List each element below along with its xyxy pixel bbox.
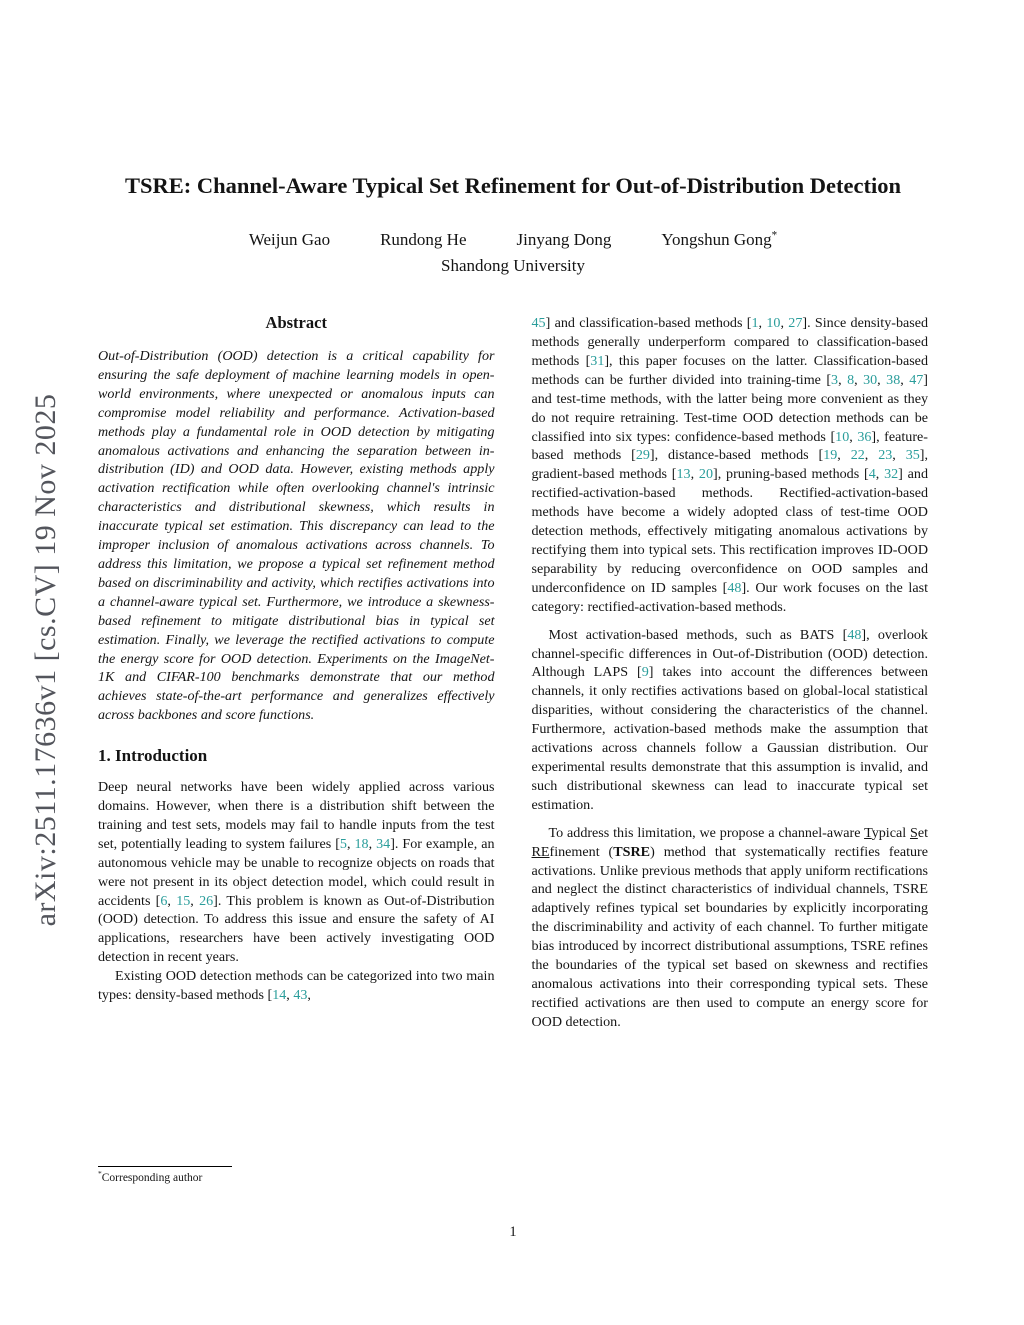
footnote-mark: * bbox=[98, 1169, 102, 1179]
paragraph: Deep neural networks have been widely applied across various domains. However, when there is a distribution shift between the training and test sets, models may fail to handle inputs from the test set, potentially leading to system failures [5, 18, 34]. For example, an autonomous vehicle may be unable to recognize objects on roads that were not present in its object detection model, which could result in accidents [6, 15, 26]. This problem is known as Out-of-Distribution (OOD) detection. To address this issue and ensure the safety of AI applications, researchers have been actively investigating OOD detection in recent years. bbox=[98, 779, 495, 966]
citation-link[interactable]: 10 bbox=[766, 315, 781, 332]
citation-link[interactable]: 5 bbox=[339, 835, 347, 852]
right-column bbox=[532, 314, 929, 1032]
author-name: Rundong He bbox=[380, 230, 467, 250]
citation-link[interactable]: 35 bbox=[905, 447, 920, 464]
citation-link[interactable]: 48 bbox=[727, 579, 742, 596]
citation-link[interactable]: 26 bbox=[199, 892, 214, 909]
citation-link[interactable]: 27 bbox=[788, 315, 803, 332]
citation-link[interactable]: 30 bbox=[863, 371, 878, 388]
paragraph: 45] and classification-based methods [1, 10, 27]. Since density-based methods generally underperform compared to classification-based methods [31], this paper focuses on the latter. Classification-based methods can be further divided into training-time [3, 8, 30, 38, 47] and test-time methods, with the latter being more convenient as they do not require retraining. Test-time OOD detection methods can be classified into six types: confidence-based methods [10, 36], feature-based methods [29], distance-based methods [19, 22, 23, 35], gradient-based methods [13, 20], pruning-based methods [4, 32] and rectified-activation-based methods. Rectified-activation-based methods have become a widely adopted class of test-time OOD detection methods, effectively mitigating anomalous activations by rectifying them into typical sets. This rectification improves ID-OOD separability by reducing overconfidence on OOD samples and underconfidence on ID samples [48]. Our work focuses on the last category: rectified-activation-based methods. bbox=[531, 315, 929, 615]
author-name: Weijun Gao bbox=[248, 230, 331, 250]
footnote-text: Corresponding author bbox=[101, 1172, 203, 1184]
citation-link[interactable]: 38 bbox=[886, 371, 901, 388]
citation-link[interactable]: 23 bbox=[878, 447, 893, 464]
citation-link[interactable]: 34 bbox=[376, 835, 391, 852]
arxiv-stamp: arXiv:2511.17636v1 [cs.CV] 19 Nov 2025 bbox=[29, 393, 62, 927]
affiliation: Shandong University bbox=[440, 256, 586, 276]
citation-link[interactable]: 22 bbox=[850, 447, 865, 464]
citation-link[interactable]: 45 bbox=[531, 315, 546, 332]
citation-link[interactable]: 48 bbox=[847, 626, 862, 643]
left-column bbox=[98, 314, 495, 1005]
citation-link[interactable]: 15 bbox=[176, 892, 191, 909]
footnote-area bbox=[98, 1166, 494, 1184]
citation-link[interactable]: 10 bbox=[835, 428, 850, 445]
citation-link[interactable]: 29 bbox=[635, 447, 650, 464]
citation-link[interactable]: 19 bbox=[823, 447, 838, 464]
citation-link[interactable]: 32 bbox=[884, 466, 899, 483]
citation-link[interactable]: 14 bbox=[272, 987, 287, 1004]
citation-link[interactable]: 3 bbox=[831, 371, 839, 388]
right-column-paragraphs bbox=[532, 314, 929, 1032]
citation-link[interactable]: 6 bbox=[160, 892, 168, 909]
citation-link[interactable]: 20 bbox=[698, 466, 714, 483]
citation-link[interactable]: 36 bbox=[857, 428, 872, 445]
paragraph: Most activation-based methods, such as BATS [48], overlook channel-specific differences in Out-of-Distribution (OOD) detection. Although LAPS [9] takes into account the differences between channels, it only rectifies activations based on global-local statistical disparities, without considering the characteristics of the channel. Furthermore, activation-based methods make the assumption that activations across channels follow a Gaussian distribution. Our experimental results demonstrate that this assumption is invalid, and such distributional skewness can lead to inaccurate typical set estimation. bbox=[531, 626, 928, 813]
author-name: Jinyang Dong bbox=[516, 230, 612, 250]
paragraph: Existing OOD detection methods can be categorized into two main types: density-based methods [14, 43, bbox=[98, 968, 495, 1004]
citation-link[interactable]: 31 bbox=[590, 352, 605, 369]
introduction-paragraphs bbox=[98, 778, 495, 1005]
citation-link[interactable]: 47 bbox=[909, 371, 924, 388]
citation-link[interactable]: 4 bbox=[868, 466, 876, 483]
footnote-divider bbox=[98, 1166, 232, 1167]
paragraph: To address this limitation, we propose a channel-aware Typical Set REfinement (TSRE) method that systematically rectifies feature activations. Unlike previous methods that apply uniform rectifications and neglect the distinct characteristics of individual channels, TSRE adaptively refines typical set boundaries by explicitly incorporating the discriminability and activity of each channel. To further mitigate bias introduced by incorrect distributional assumptions, TSRE refines the boundaries of the typical set based on skewness and rectifies anomalous activations into their corresponding typical sets. These rectified activations are then used to compute an energy score for OOD detection. bbox=[531, 824, 928, 1030]
corresponding-author-mark: * bbox=[771, 229, 778, 242]
paper-title: TSRE: Channel-Aware Typical Set Refinement for Out-of-Distribution Detection bbox=[125, 173, 901, 198]
abstract-text: Out-of-Distribution (OOD) detection is a critical capability for ensuring the safe deployment of machine learning models in open-world environments, where unexpected or anomalous inputs can compromise model reliability and performance. Activation-based methods play a fundamental role in OOD detection by mitigating anomalous activations and enhancing the separation between in-distribution (ID) and OOD data. However, existing methods apply activation rectification while often overlooking channel's intrinsic characteristics and distributional skewness, which results in inaccurate typical set estimation. This discrepancy can lead to the improper inclusion of anomalous activations across channels. To address this limitation, we propose a typical set refinement method based on discriminability and activity, which rectifies activations into a channel-aware typical set. Furthermore, we introduce a skewness-based refinement to mitigate distributional bias in typical set estimation. Finally, we leverage the rectified activations to compute the energy score for OOD detection. Experiments on the ImageNet-1K and CIFAR-100 benchmarks demonstrate that our method achieves state-of-the-art performance and generalizes effectively across backbones and score functions. bbox=[98, 348, 495, 724]
citation-link[interactable]: 8 bbox=[847, 371, 855, 388]
section-heading-introduction: 1. Introduction bbox=[98, 746, 208, 766]
citation-link[interactable]: 43 bbox=[293, 987, 308, 1004]
page-number: 1 bbox=[509, 1224, 517, 1240]
footnote-corresponding-author bbox=[98, 1169, 494, 1184]
author-name: Yongshun Gong* bbox=[661, 229, 778, 250]
citation-link[interactable]: 9 bbox=[641, 664, 649, 681]
two-column-body bbox=[98, 314, 928, 1032]
paper-content bbox=[98, 0, 928, 1325]
citation-link[interactable]: 18 bbox=[354, 835, 369, 852]
citation-link[interactable]: 13 bbox=[676, 466, 691, 483]
authors-row bbox=[98, 230, 928, 250]
citation-link[interactable]: 1 bbox=[751, 315, 759, 332]
abstract-heading: Abstract bbox=[265, 313, 327, 333]
